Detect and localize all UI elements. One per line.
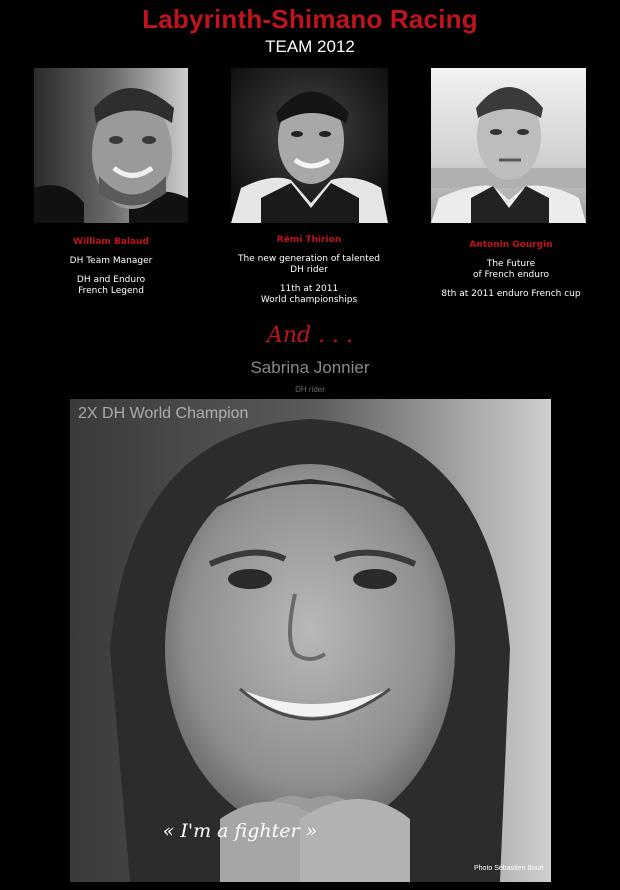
member-achievement: 11th at 2011 World championships bbox=[260, 284, 358, 305]
member-achievement: 8th at 2011 enduro French cup bbox=[441, 289, 581, 299]
member-role: The new generation of talented DH rider bbox=[238, 254, 380, 275]
and-heading: And . . . bbox=[266, 323, 354, 348]
feature-caption: 2X DH World Champion bbox=[78, 405, 249, 422]
member-role: The Future of French enduro bbox=[473, 259, 549, 280]
sabrina-jonnier-photo bbox=[70, 399, 551, 882]
member-card-antonin-gourgin bbox=[431, 240, 591, 308]
feature-role: DH rider bbox=[295, 385, 325, 394]
feature-name: Sabrina Jonnier bbox=[250, 358, 370, 377]
page-subtitle: TEAM 2012 bbox=[265, 37, 355, 56]
member-name: Rémi Thirion bbox=[276, 235, 342, 245]
photo-credit: Photo Sébastien Boué bbox=[474, 865, 544, 872]
remi-thirion-photo bbox=[231, 68, 388, 223]
william-balaud-photo bbox=[34, 68, 188, 223]
antonin-gourgin-photo bbox=[431, 68, 586, 223]
member-card-remi-thirion bbox=[232, 235, 386, 314]
member-card-william-balaud bbox=[51, 237, 171, 305]
page-title: Labyrinth-Shimano Racing bbox=[142, 4, 478, 34]
member-role: DH Team Manager bbox=[69, 256, 153, 266]
member-name: Antonin Gourgin bbox=[469, 240, 553, 250]
member-name: William Balaud bbox=[73, 237, 149, 247]
feature-quote: « I'm a fighter » bbox=[162, 820, 318, 842]
member-achievement: DH and Enduro French Legend bbox=[76, 275, 146, 296]
